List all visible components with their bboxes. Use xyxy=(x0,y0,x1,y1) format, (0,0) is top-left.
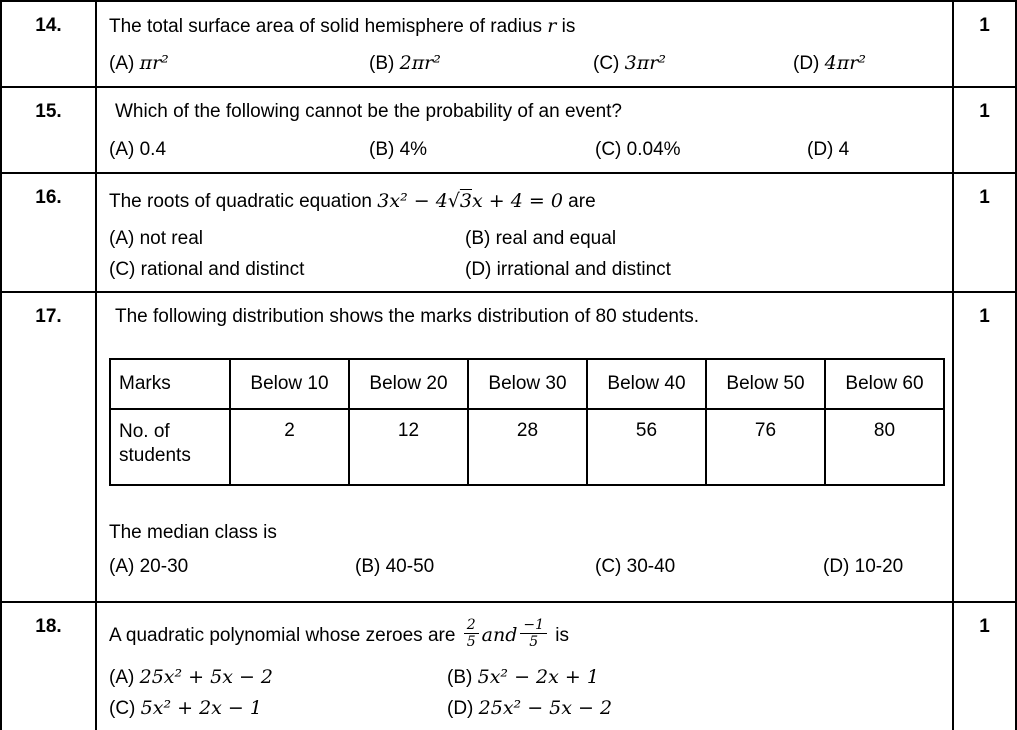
option-d-math: 25x² − 5x − 2 xyxy=(478,697,613,719)
option-a xyxy=(109,136,369,164)
question-text-before: The total surface area of solid hemisphere of radius xyxy=(109,16,548,37)
question-body xyxy=(96,87,953,173)
question-text-after: are xyxy=(562,191,596,212)
option-b-value: 4% xyxy=(399,139,428,160)
option-b-label: (B) xyxy=(369,53,400,74)
math-variable: r xyxy=(547,15,557,37)
question-body xyxy=(96,602,953,730)
option-c-math: 3πr² xyxy=(624,52,666,74)
equation xyxy=(377,190,563,212)
options-grid xyxy=(109,223,940,285)
option-d-label: (D) xyxy=(793,53,825,74)
option-a-math: 25x² + 5x − 2 xyxy=(139,666,274,688)
equation-right: x + 4 = 0 xyxy=(472,190,563,212)
question-row-14 xyxy=(1,1,1016,87)
option-b xyxy=(465,223,940,254)
option-b-value: real and equal xyxy=(495,228,617,249)
question-text-after: is xyxy=(556,16,576,37)
option-c xyxy=(109,693,447,724)
question-intro: The following distribution shows the marks distribution of 80 students. xyxy=(115,306,700,327)
question-number: 15. xyxy=(1,87,96,173)
question-text xyxy=(109,615,940,656)
options-row xyxy=(109,553,940,581)
header-col: Below 20 xyxy=(349,359,468,409)
data-cell: 56 xyxy=(587,409,706,485)
option-c-math: 5x² + 2x − 1 xyxy=(140,697,262,719)
option-a-label: (A) xyxy=(109,556,140,577)
equation-left: 3x² − 4√ xyxy=(377,190,460,212)
option-c-label: (C) xyxy=(109,698,141,719)
option-c-value: rational and distinct xyxy=(140,259,305,280)
header-col: Below 60 xyxy=(825,359,944,409)
question-text: Which of the following cannot be the probability of an event? xyxy=(115,101,622,122)
option-a-value: 0.4 xyxy=(139,139,167,160)
header-col: Below 10 xyxy=(230,359,349,409)
option-a xyxy=(109,223,465,254)
option-d-value: 4 xyxy=(838,139,850,160)
fraction-1-numerator: 2 xyxy=(464,618,479,635)
question-text-before: A quadratic polynomial whose zeroes are xyxy=(109,625,461,646)
header-col: Below 30 xyxy=(468,359,587,409)
option-b xyxy=(369,49,593,78)
sqrt-radicand: 3 xyxy=(459,190,473,212)
question-row-18 xyxy=(1,602,1016,730)
option-c xyxy=(595,553,823,581)
option-d-label: (D) xyxy=(447,698,479,719)
question-body xyxy=(96,292,953,602)
option-b xyxy=(369,136,593,164)
option-c-value: 30-40 xyxy=(626,556,676,577)
option-c-label: (C) xyxy=(593,53,625,74)
option-c xyxy=(593,49,793,78)
option-d xyxy=(447,693,940,724)
option-d-label: (D) xyxy=(465,259,497,280)
question-number: 18. xyxy=(1,602,96,730)
option-c-label: (C) xyxy=(595,139,627,160)
question-text xyxy=(109,12,940,41)
option-b-label: (B) xyxy=(447,667,478,688)
data-cell: 80 xyxy=(825,409,944,485)
option-b xyxy=(447,662,940,693)
header-col: Below 40 xyxy=(587,359,706,409)
option-a xyxy=(109,662,447,693)
option-b-label: (B) xyxy=(465,228,496,249)
option-b-value: 40-50 xyxy=(385,556,435,577)
marks-value: 1 xyxy=(953,87,1016,173)
option-d-value: 10-20 xyxy=(854,556,904,577)
distribution-table xyxy=(109,358,945,486)
option-d-label: (D) xyxy=(823,556,855,577)
option-d xyxy=(793,49,940,78)
option-c xyxy=(595,136,793,164)
option-d xyxy=(823,553,940,581)
marks-value: 1 xyxy=(953,173,1016,292)
fraction-1 xyxy=(464,618,479,650)
options-row xyxy=(109,49,940,78)
option-a xyxy=(109,49,369,78)
question-number: 16. xyxy=(1,173,96,292)
data-row-label: No. of students xyxy=(110,409,230,485)
option-b xyxy=(355,553,595,581)
and-word: and xyxy=(481,624,518,646)
options-row xyxy=(109,136,940,164)
option-d xyxy=(465,254,940,285)
question-text-after: is xyxy=(550,625,569,646)
marks-value: 1 xyxy=(953,602,1016,730)
header-marks: Marks xyxy=(110,359,230,409)
option-a-value: 20-30 xyxy=(139,556,189,577)
option-b-label: (B) xyxy=(355,556,386,577)
fraction-2-numerator: −1 xyxy=(520,618,547,635)
data-cell: 12 xyxy=(349,409,468,485)
marks-value: 1 xyxy=(953,292,1016,602)
data-cell: 2 xyxy=(230,409,349,485)
question-followup: The median class is xyxy=(109,522,277,543)
question-row-15 xyxy=(1,87,1016,173)
option-c xyxy=(109,254,465,285)
question-text xyxy=(109,184,940,219)
options-grid xyxy=(109,662,940,724)
option-a-math: πr² xyxy=(139,52,169,74)
option-b-math: 2πr² xyxy=(399,52,441,74)
option-a-value: not real xyxy=(139,228,203,249)
distribution-data-row xyxy=(110,409,944,485)
fraction-2 xyxy=(520,618,547,650)
question-row-16 xyxy=(1,173,1016,292)
option-a-label: (A) xyxy=(109,139,140,160)
question-text-before: The roots of quadratic equation xyxy=(109,191,378,212)
distribution-header-row xyxy=(110,359,944,409)
data-cell: 28 xyxy=(468,409,587,485)
option-c-label: (C) xyxy=(109,259,141,280)
option-d xyxy=(807,136,940,164)
question-row-17 xyxy=(1,292,1016,602)
option-d-label: (D) xyxy=(807,139,839,160)
option-a-label: (A) xyxy=(109,53,140,74)
header-col: Below 50 xyxy=(706,359,825,409)
option-c-value: 0.04% xyxy=(626,139,681,160)
option-c-label: (C) xyxy=(595,556,627,577)
question-body xyxy=(96,1,953,87)
option-a-label: (A) xyxy=(109,667,140,688)
option-b-label: (B) xyxy=(369,139,400,160)
fraction-1-denominator: 5 xyxy=(466,634,476,651)
fraction-2-denominator: 5 xyxy=(529,634,539,651)
option-a xyxy=(109,553,355,581)
option-a-label: (A) xyxy=(109,228,140,249)
question-number: 14. xyxy=(1,1,96,87)
option-d-value: irrational and distinct xyxy=(496,259,671,280)
option-d-math: 4πr² xyxy=(824,52,866,74)
data-cell: 76 xyxy=(706,409,825,485)
question-body xyxy=(96,173,953,292)
marks-value: 1 xyxy=(953,1,1016,87)
question-number: 17. xyxy=(1,292,96,602)
option-b-math: 5x² − 2x + 1 xyxy=(477,666,599,688)
